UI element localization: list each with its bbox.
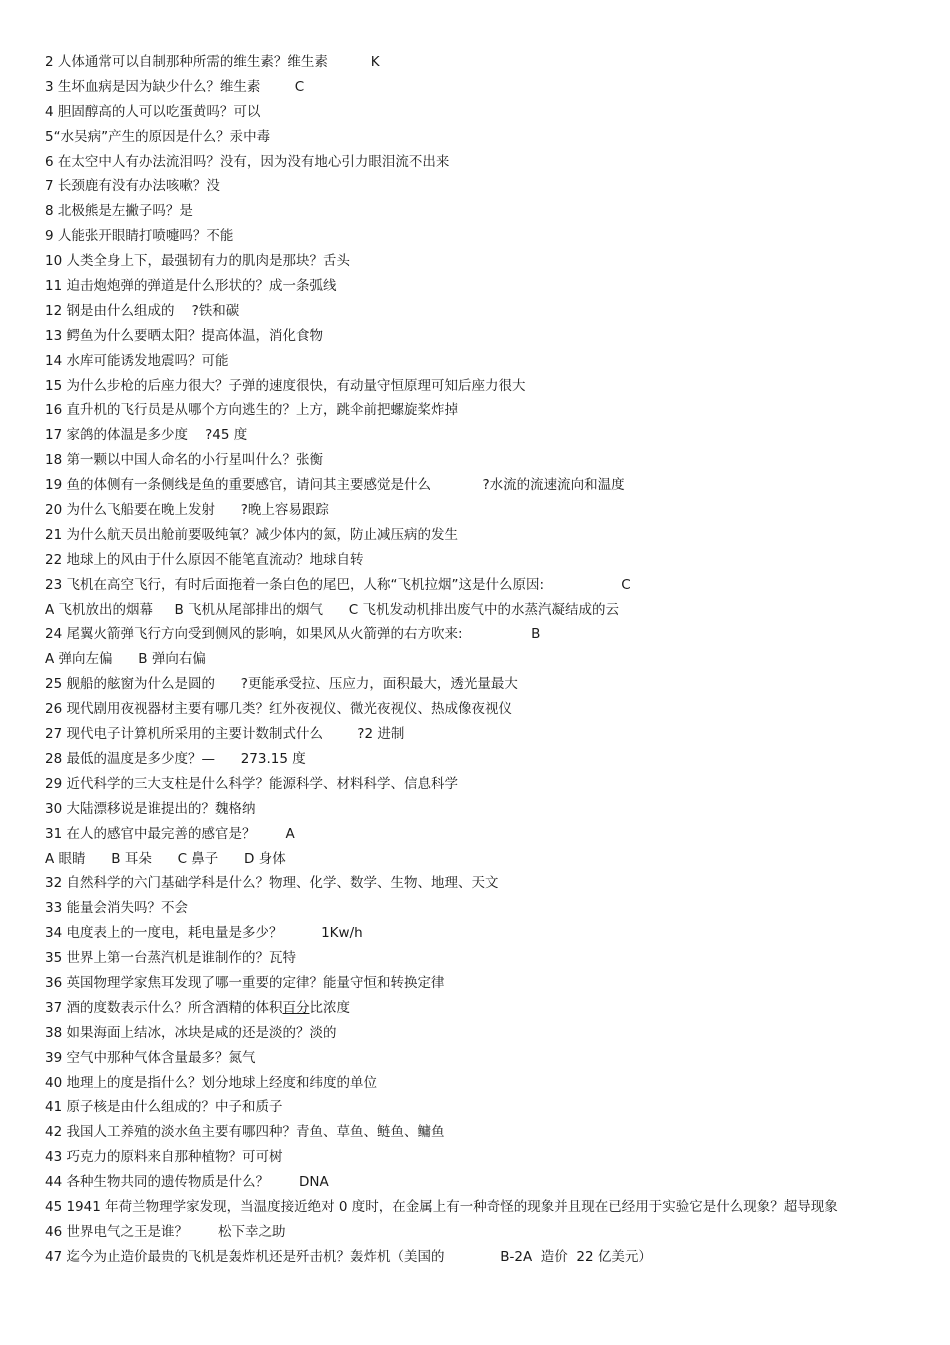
text-line-q6: 6 在太空中人有办法流泪吗？没有，因为没有地心引力眼泪流不出来: [45, 153, 450, 170]
text-line-q41: 41 原子核是由什么组成的？中子和质子: [45, 1099, 283, 1116]
text-line-q3: 3 生坏血病是因为缺少什么？维生素 C: [45, 78, 305, 95]
text-line-q16: 16 直升机的飞行员是从哪个方向逃生的？上方，跳伞前把螺旋桨炸掉: [45, 402, 458, 419]
q37-text-after: 比浓度: [309, 999, 350, 1016]
text-line-q24-options: A 弹向左偏 B 弹向右偏: [45, 651, 206, 668]
text-line-q30: 30 大陆漂移说是谁提出的？魏格纳: [45, 800, 256, 817]
q37-text-before: 37 酒的度数表示什么？所含酒精的体积: [45, 999, 283, 1016]
text-line-q31: 31 在人的感官中最完善的感官是？ A: [45, 825, 295, 842]
text-line-q33: 33 能量会消失吗？不会: [45, 900, 188, 917]
text-line-q2: 2 人体通常可以自制那种所需的维生素？维生素 K: [45, 54, 380, 70]
text-line-q31-options: A 眼睛 B 耳朵 C 鼻子 D 身体: [45, 850, 286, 867]
text-line-q46: 46 世界电气之王是谁？ 松下幸之助: [45, 1223, 286, 1240]
text-line-q24: 24 尾翼火箭弹飞行方向受到侧风的影响，如果风从火箭弹的右方吹来: B: [45, 626, 541, 643]
text-line-q5: 5“水吴病”产生的原因是什么？汞中毒: [45, 128, 271, 145]
text-line-q7: 7 长颈鹿有没有办法咳嗽？没: [45, 178, 220, 195]
text-line-q4: 4 胆固醇高的人可以吃蛋黄吗？可以: [45, 103, 261, 120]
text-line-q42: 42 我国人工养殖的淡水鱼主要有哪四种？青鱼、草鱼、鲢鱼、鳙鱼: [45, 1124, 445, 1141]
text-line-q34: 34 电度表上的一度电，耗电量是多少？ 1Kw/h: [45, 925, 363, 942]
text-line-q36: 36 英国物理学家焦耳发现了哪一重要的定律？能量守恒和转换定律: [45, 974, 445, 991]
text-line-q18: 18 第一颗以中国人命名的小行星叫什么？张衡: [45, 452, 323, 469]
text-line-q32: 32 自然科学的六门基础学科是什么？物理、化学、数学、生物、地理、天文: [45, 875, 499, 892]
text-line-q19: 19 鱼的体侧有一条侧线是鱼的重要感官，请问其主要感觉是什么 ?水流的流速流向和温度: [45, 477, 625, 494]
text-line-q37: [45, 996, 905, 1021]
text-line-q14: 14 水库可能诱发地震吗？可能: [45, 352, 229, 369]
text-line-q20: 20 为什么飞船要在晚上发射 ?晚上容易跟踪: [45, 502, 329, 519]
text-line-q23: 23 飞机在高空飞行，有时后面拖着一条白色的尾巴，人称“飞机拉烟”这是什么原因: C: [45, 576, 631, 593]
text-line-q35: 35 世界上第一台蒸汽机是谁制作的？瓦特: [45, 950, 296, 967]
text-line-q39: 39 空气中那种气体含量最多？氮气: [45, 1049, 256, 1066]
text-line-q47: 47 迄今为止造价最贵的飞机是轰炸机还是歼击机？轰炸机（美国的 B-2A 造价 22 亿美元）: [45, 1248, 652, 1265]
text-line-q22: 22 地球上的风由于什么原因不能笔直流动？地球自转: [45, 551, 364, 568]
text-line-q13: 13 鳄鱼为什么要晒太阳？提高体温，消化食物: [45, 327, 323, 344]
text-line-q26: 26 现代剧用夜视器材主要有哪几类？红外夜视仪、微光夜视仪、热成像夜视仪: [45, 701, 512, 718]
document-body: [45, 50, 905, 1270]
text-line-q40: 40 地理上的度是指什么？划分地球上经度和纬度的单位: [45, 1074, 377, 1091]
text-line-q27: 27 现代电子计算机所采用的主要计数制式什么 ?2 进制: [45, 726, 405, 743]
text-line-q11: 11 迫击炮炮弹的弹道是什么形状的？成一条弧线: [45, 278, 337, 295]
text-line-q17: 17 家鸽的体温是多少度 ?45 度: [45, 427, 248, 444]
text-line-q38: 38 如果海面上结冰，冰块是咸的还是淡的？淡的: [45, 1024, 337, 1041]
q37-underlined-text: 百分: [282, 999, 310, 1016]
text-line-q15: 15 为什么步枪的后座力很大？子弹的速度很快，有动量守恒原理可知后座力很大: [45, 377, 526, 394]
text-line-q44: 44 各种生物共同的遗传物质是什么？ DNA: [45, 1174, 329, 1191]
text-line-q9: 9 人能张开眼睛打喷嚏吗？不能: [45, 228, 234, 245]
text-line-q12: 12 钢是由什么组成的 ?铁和碳: [45, 302, 240, 319]
text-line-q43: 43 巧克力的原料来自那种植物？可可树: [45, 1149, 283, 1166]
text-line-q21: 21 为什么航天员出舱前要吸纯氧？减少体内的氮，防止减压病的发生: [45, 526, 458, 543]
text-line-q23-options: A 飞机放出的烟幕 B 飞机从尾部排出的烟气 C 飞机发动机排出废气中的水蒸汽凝结成的云: [45, 601, 619, 618]
text-line-q25: 25 舰船的舷窗为什么是圆的 ?更能承受拉、压应力，面积最大，透光量最大: [45, 676, 518, 693]
text-line-q28: 28 最低的温度是多少度？— 273.15 度: [45, 750, 306, 767]
text-line-q8: 8 北极熊是左撇子吗？是: [45, 203, 193, 220]
text-line-q45: 45 1941 年荷兰物理学家发现，当温度接近绝对 0 度时，在金属上有一种奇怪的现象并且现在已经用于实验它是什么现象？超导现象: [45, 1198, 838, 1215]
text-line-q10: 10 人类全身上下，最强韧有力的肌肉是那块？舌头: [45, 253, 350, 270]
text-line-q29: 29 近代科学的三大支柱是什么科学？能源科学、材料科学、信息科学: [45, 775, 458, 792]
